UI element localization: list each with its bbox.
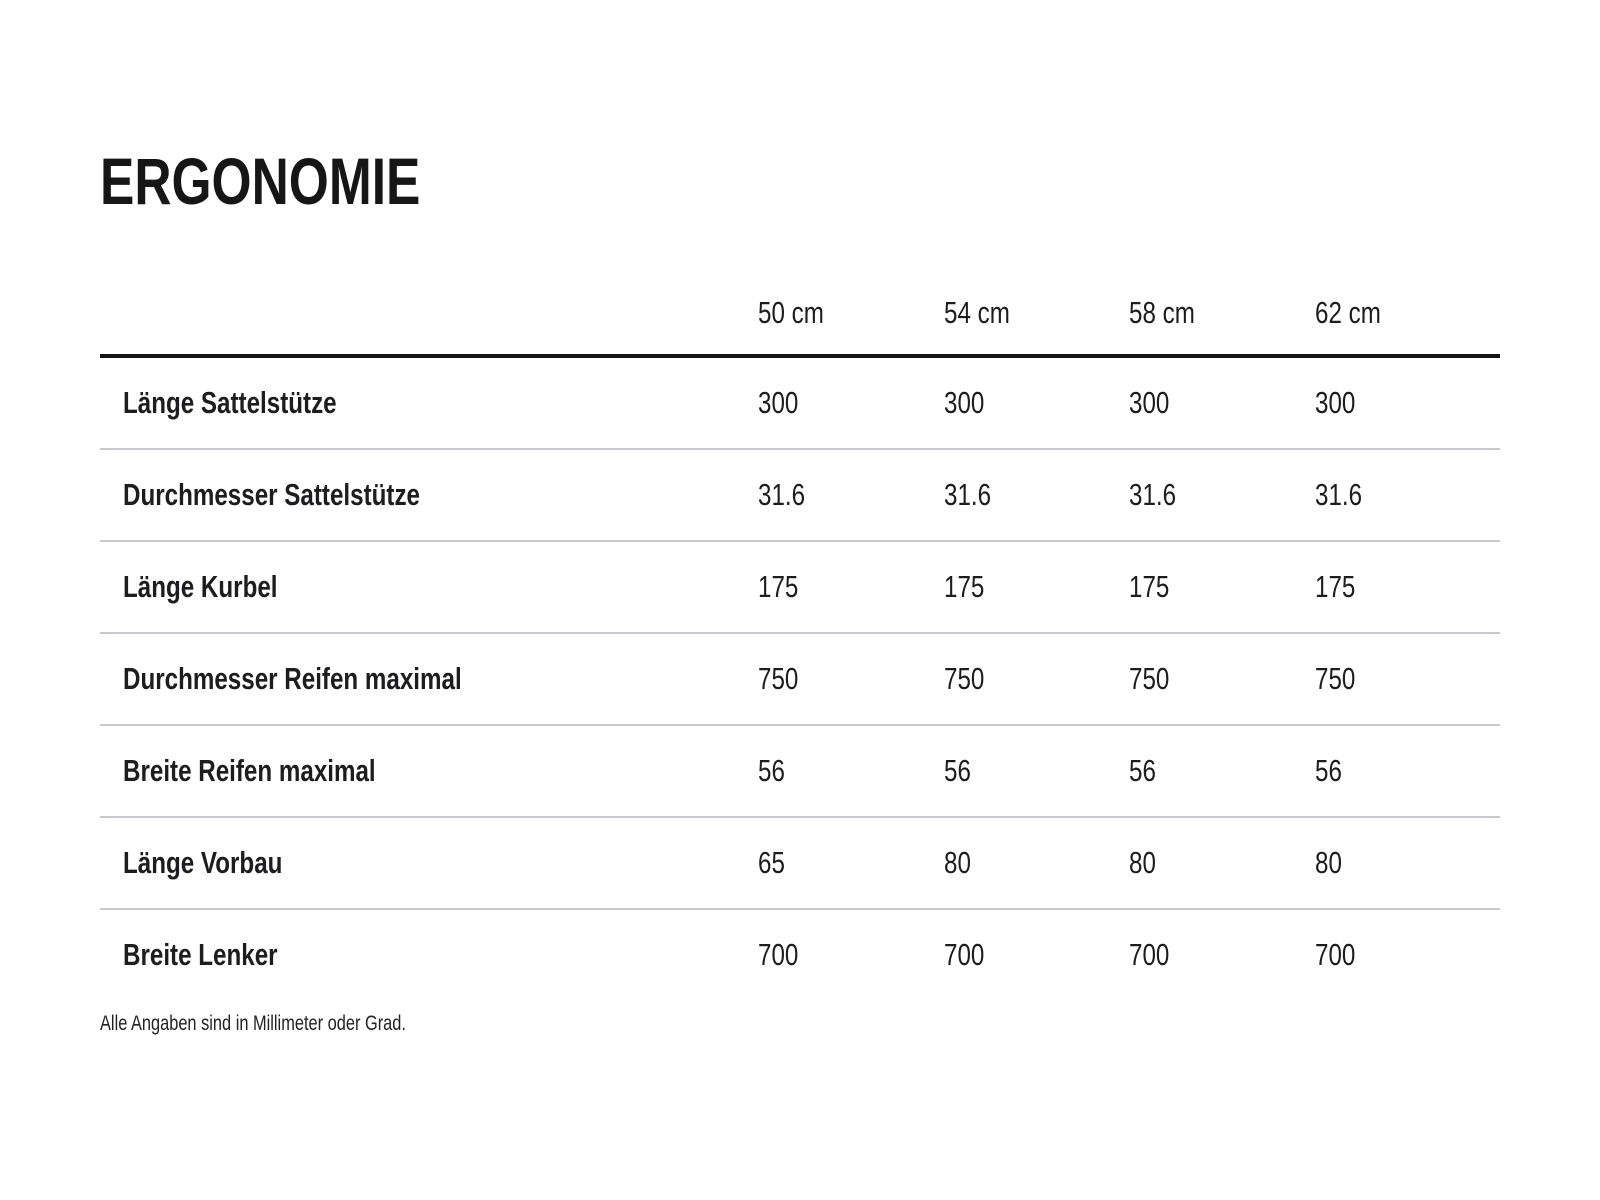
cell-value-text: 80 bbox=[1314, 845, 1342, 880]
table-header-row bbox=[100, 272, 1500, 356]
cell-value bbox=[944, 817, 1130, 909]
cell-value bbox=[1129, 541, 1315, 633]
row-label bbox=[100, 541, 758, 633]
cell-value-text: 750 bbox=[1314, 661, 1355, 696]
column-header-label: 58 cm bbox=[1129, 295, 1195, 330]
column-header-label: 62 cm bbox=[1314, 295, 1381, 330]
cell-value bbox=[758, 725, 944, 817]
column-header-label: 54 cm bbox=[943, 295, 1010, 330]
cell-value-text: 56 bbox=[1314, 753, 1342, 788]
row-label bbox=[100, 817, 758, 909]
cell-value bbox=[758, 633, 944, 725]
cell-value-text: 750 bbox=[1129, 661, 1170, 696]
cell-value-text: 31.6 bbox=[943, 477, 991, 512]
cell-value-text: 175 bbox=[758, 569, 799, 604]
cell-value-text: 750 bbox=[943, 661, 984, 696]
cell-value bbox=[1315, 817, 1501, 909]
cell-value bbox=[1129, 909, 1315, 1000]
row-label bbox=[100, 633, 758, 725]
units-footnote-text: Alle Angaben sind in Millimeter oder Grad. bbox=[100, 1012, 406, 1035]
cell-value-text: 56 bbox=[758, 753, 785, 788]
cell-value bbox=[758, 909, 944, 1000]
cell-value-text: 31.6 bbox=[758, 477, 806, 512]
cell-value bbox=[758, 541, 944, 633]
cell-value bbox=[1315, 909, 1501, 1000]
cell-value bbox=[758, 449, 944, 541]
table-header bbox=[100, 272, 1500, 356]
cell-value bbox=[758, 817, 944, 909]
cell-value-text: 300 bbox=[943, 385, 984, 420]
cell-value bbox=[1129, 449, 1315, 541]
row-label-text: Durchmesser Sattelstütze bbox=[123, 477, 420, 512]
table-row bbox=[100, 817, 1500, 909]
cell-value-text: 175 bbox=[943, 569, 984, 604]
cell-value-text: 750 bbox=[758, 661, 799, 696]
table-row bbox=[100, 541, 1500, 633]
cell-value bbox=[1129, 725, 1315, 817]
column-header bbox=[758, 272, 944, 356]
cell-value bbox=[1129, 817, 1315, 909]
cell-value-text: 175 bbox=[1314, 569, 1355, 604]
cell-value-text: 65 bbox=[758, 845, 785, 880]
row-label-text: Durchmesser Reifen maximal bbox=[123, 661, 462, 696]
units-footnote bbox=[100, 1012, 492, 1036]
cell-value-text: 700 bbox=[943, 937, 984, 972]
cell-value bbox=[944, 449, 1130, 541]
row-label-text: Länge Vorbau bbox=[123, 845, 283, 880]
ergonomics-table bbox=[100, 272, 1500, 1000]
row-label bbox=[100, 909, 758, 1000]
column-header bbox=[1315, 272, 1501, 356]
table-header-corner bbox=[100, 272, 758, 356]
cell-value-text: 80 bbox=[1129, 845, 1156, 880]
cell-value bbox=[944, 725, 1130, 817]
cell-value-text: 300 bbox=[1314, 385, 1355, 420]
table-body bbox=[100, 356, 1500, 1000]
row-label bbox=[100, 449, 758, 541]
row-label-text: Breite Reifen maximal bbox=[123, 753, 376, 788]
cell-value-text: 700 bbox=[1314, 937, 1355, 972]
cell-value bbox=[758, 356, 944, 449]
column-header-label: 50 cm bbox=[758, 295, 824, 330]
cell-value-text: 31.6 bbox=[1129, 477, 1177, 512]
table-row bbox=[100, 909, 1500, 1000]
cell-value bbox=[944, 909, 1130, 1000]
cell-value-text: 56 bbox=[1129, 753, 1156, 788]
row-label-text: Breite Lenker bbox=[123, 937, 278, 972]
cell-value bbox=[944, 541, 1130, 633]
column-header bbox=[1129, 272, 1315, 356]
cell-value-text: 700 bbox=[1129, 937, 1170, 972]
table-row bbox=[100, 449, 1500, 541]
cell-value-text: 56 bbox=[943, 753, 971, 788]
row-label bbox=[100, 725, 758, 817]
cell-value bbox=[1315, 356, 1501, 449]
table-row bbox=[100, 633, 1500, 725]
cell-value bbox=[944, 633, 1130, 725]
cell-value-text: 175 bbox=[1129, 569, 1170, 604]
cell-value bbox=[1315, 725, 1501, 817]
cell-value bbox=[1315, 541, 1501, 633]
cell-value bbox=[944, 356, 1130, 449]
table-row bbox=[100, 725, 1500, 817]
cell-value-text: 31.6 bbox=[1314, 477, 1362, 512]
cell-value bbox=[1129, 356, 1315, 449]
row-label-text: Länge Sattelstütze bbox=[123, 385, 337, 420]
table-row bbox=[100, 356, 1500, 449]
cell-value bbox=[1315, 633, 1501, 725]
column-header bbox=[944, 272, 1130, 356]
row-label-text: Länge Kurbel bbox=[123, 569, 278, 604]
row-label bbox=[100, 356, 758, 449]
cell-value bbox=[1129, 633, 1315, 725]
cell-value-text: 80 bbox=[943, 845, 971, 880]
cell-value-text: 300 bbox=[758, 385, 799, 420]
cell-value bbox=[1315, 449, 1501, 541]
page-title: ERGONOMIE bbox=[100, 144, 421, 218]
cell-value-text: 300 bbox=[1129, 385, 1170, 420]
cell-value-text: 700 bbox=[758, 937, 799, 972]
